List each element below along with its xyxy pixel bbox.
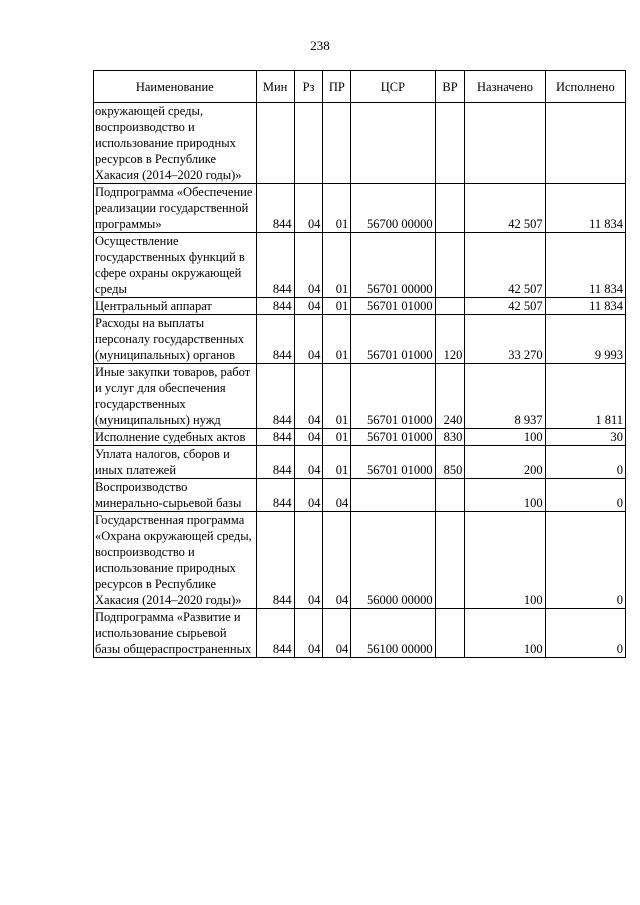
cell-rz: 04 (294, 233, 323, 298)
cell-csr (351, 479, 435, 512)
cell-vr (435, 479, 465, 512)
cell-plan: 8 937 (465, 364, 545, 429)
cell-rz: 04 (294, 479, 323, 512)
table-row (94, 103, 626, 184)
cell-min: 844 (256, 446, 294, 479)
cell-min: 844 (256, 479, 294, 512)
cell-pr: 01 (323, 364, 351, 429)
cell-min (256, 103, 294, 184)
cell-rz (294, 103, 323, 184)
cell-rz: 04 (294, 446, 323, 479)
cell-csr: 56701 01000 (351, 429, 435, 446)
cell-done: 11 834 (545, 184, 625, 233)
cell-min: 844 (256, 429, 294, 446)
cell-rz: 04 (294, 315, 323, 364)
table-row (94, 184, 626, 233)
cell-plan: 100 (465, 479, 545, 512)
cell-name: Иные закупки товаров, работ и услуг для обеспечения государственных (муниципальных) нужд (94, 364, 257, 429)
cell-done: 30 (545, 429, 625, 446)
cell-min: 844 (256, 298, 294, 315)
header-min: Мин (256, 71, 294, 103)
cell-min: 844 (256, 609, 294, 658)
cell-pr: 01 (323, 233, 351, 298)
cell-csr: 56701 01000 (351, 364, 435, 429)
cell-csr: 56000 00000 (351, 512, 435, 609)
cell-plan: 100 (465, 429, 545, 446)
header-plan: Назначено (465, 71, 545, 103)
cell-pr (323, 103, 351, 184)
cell-name: Уплата налогов, сборов и иных платежей (94, 446, 257, 479)
table-row (94, 233, 626, 298)
cell-pr: 04 (323, 479, 351, 512)
cell-min: 844 (256, 184, 294, 233)
cell-rz: 04 (294, 364, 323, 429)
cell-name: Подпрограмма «Обеспечение реализации государственной программы» (94, 184, 257, 233)
cell-done: 0 (545, 609, 625, 658)
budget-table (93, 70, 626, 658)
cell-pr: 04 (323, 512, 351, 609)
header-vr: ВР (435, 71, 465, 103)
cell-name: Расходы на выплаты персоналу государственных (муниципальных) органов (94, 315, 257, 364)
cell-vr: 120 (435, 315, 465, 364)
table-row (94, 479, 626, 512)
cell-vr: 850 (435, 446, 465, 479)
table-row (94, 446, 626, 479)
cell-done (545, 103, 625, 184)
header-rz: Рз (294, 71, 323, 103)
header-name: Наименование (94, 71, 257, 103)
table-row (94, 364, 626, 429)
cell-plan: 200 (465, 446, 545, 479)
table-row (94, 512, 626, 609)
cell-plan: 33 270 (465, 315, 545, 364)
table-row (94, 429, 626, 446)
cell-plan: 42 507 (465, 298, 545, 315)
cell-done: 1 811 (545, 364, 625, 429)
cell-rz: 04 (294, 429, 323, 446)
cell-vr (435, 298, 465, 315)
cell-vr (435, 233, 465, 298)
page-number: 238 (310, 38, 330, 53)
cell-plan: 42 507 (465, 233, 545, 298)
cell-name: Осуществление государственных функций в сфере охраны окружающей среды (94, 233, 257, 298)
cell-rz: 04 (294, 184, 323, 233)
cell-done: 0 (545, 512, 625, 609)
cell-name: Центральный аппарат (94, 298, 257, 315)
cell-vr: 240 (435, 364, 465, 429)
cell-rz: 04 (294, 609, 323, 658)
cell-name: окружающей среды, воспроизводство и использование природных ресурсов в Республике Хакасия (2014–2020 годы)» (94, 103, 257, 184)
header-pr: ПР (323, 71, 351, 103)
cell-plan: 100 (465, 609, 545, 658)
cell-name: Воспроизводство минерально-сырьевой базы (94, 479, 257, 512)
cell-vr (435, 184, 465, 233)
header-done: Исполнено (545, 71, 625, 103)
cell-csr: 56701 00000 (351, 233, 435, 298)
header-csr: ЦСР (351, 71, 435, 103)
cell-min: 844 (256, 364, 294, 429)
cell-rz: 04 (294, 512, 323, 609)
cell-vr: 830 (435, 429, 465, 446)
cell-done: 11 834 (545, 233, 625, 298)
table-row (94, 298, 626, 315)
cell-done: 11 834 (545, 298, 625, 315)
cell-csr: 56701 01000 (351, 298, 435, 315)
cell-done: 0 (545, 446, 625, 479)
cell-pr: 01 (323, 429, 351, 446)
cell-vr (435, 609, 465, 658)
cell-name: Подпрограмма «Развитие и использование сырьевой базы общераспространенных (94, 609, 257, 658)
cell-plan: 100 (465, 512, 545, 609)
cell-csr: 56100 00000 (351, 609, 435, 658)
cell-done: 0 (545, 479, 625, 512)
cell-min: 844 (256, 315, 294, 364)
cell-csr: 56700 00000 (351, 184, 435, 233)
cell-min: 844 (256, 512, 294, 609)
table-header-row (94, 71, 626, 103)
cell-name: Исполнение судебных актов (94, 429, 257, 446)
cell-pr: 01 (323, 446, 351, 479)
cell-rz: 04 (294, 298, 323, 315)
cell-csr: 56701 01000 (351, 446, 435, 479)
table-row (94, 315, 626, 364)
cell-pr: 04 (323, 609, 351, 658)
table-row (94, 609, 626, 658)
cell-done: 9 993 (545, 315, 625, 364)
cell-plan: 42 507 (465, 184, 545, 233)
cell-plan (465, 103, 545, 184)
cell-csr: 56701 01000 (351, 315, 435, 364)
cell-csr (351, 103, 435, 184)
cell-min: 844 (256, 233, 294, 298)
cell-pr: 01 (323, 298, 351, 315)
cell-pr: 01 (323, 315, 351, 364)
cell-pr: 01 (323, 184, 351, 233)
cell-vr (435, 103, 465, 184)
cell-vr (435, 512, 465, 609)
cell-name: Государственная программа «Охрана окружающей среды, воспроизводство и использование природных ресурсов в Республике Хакасия (2014–2020 годы)» (94, 512, 257, 609)
